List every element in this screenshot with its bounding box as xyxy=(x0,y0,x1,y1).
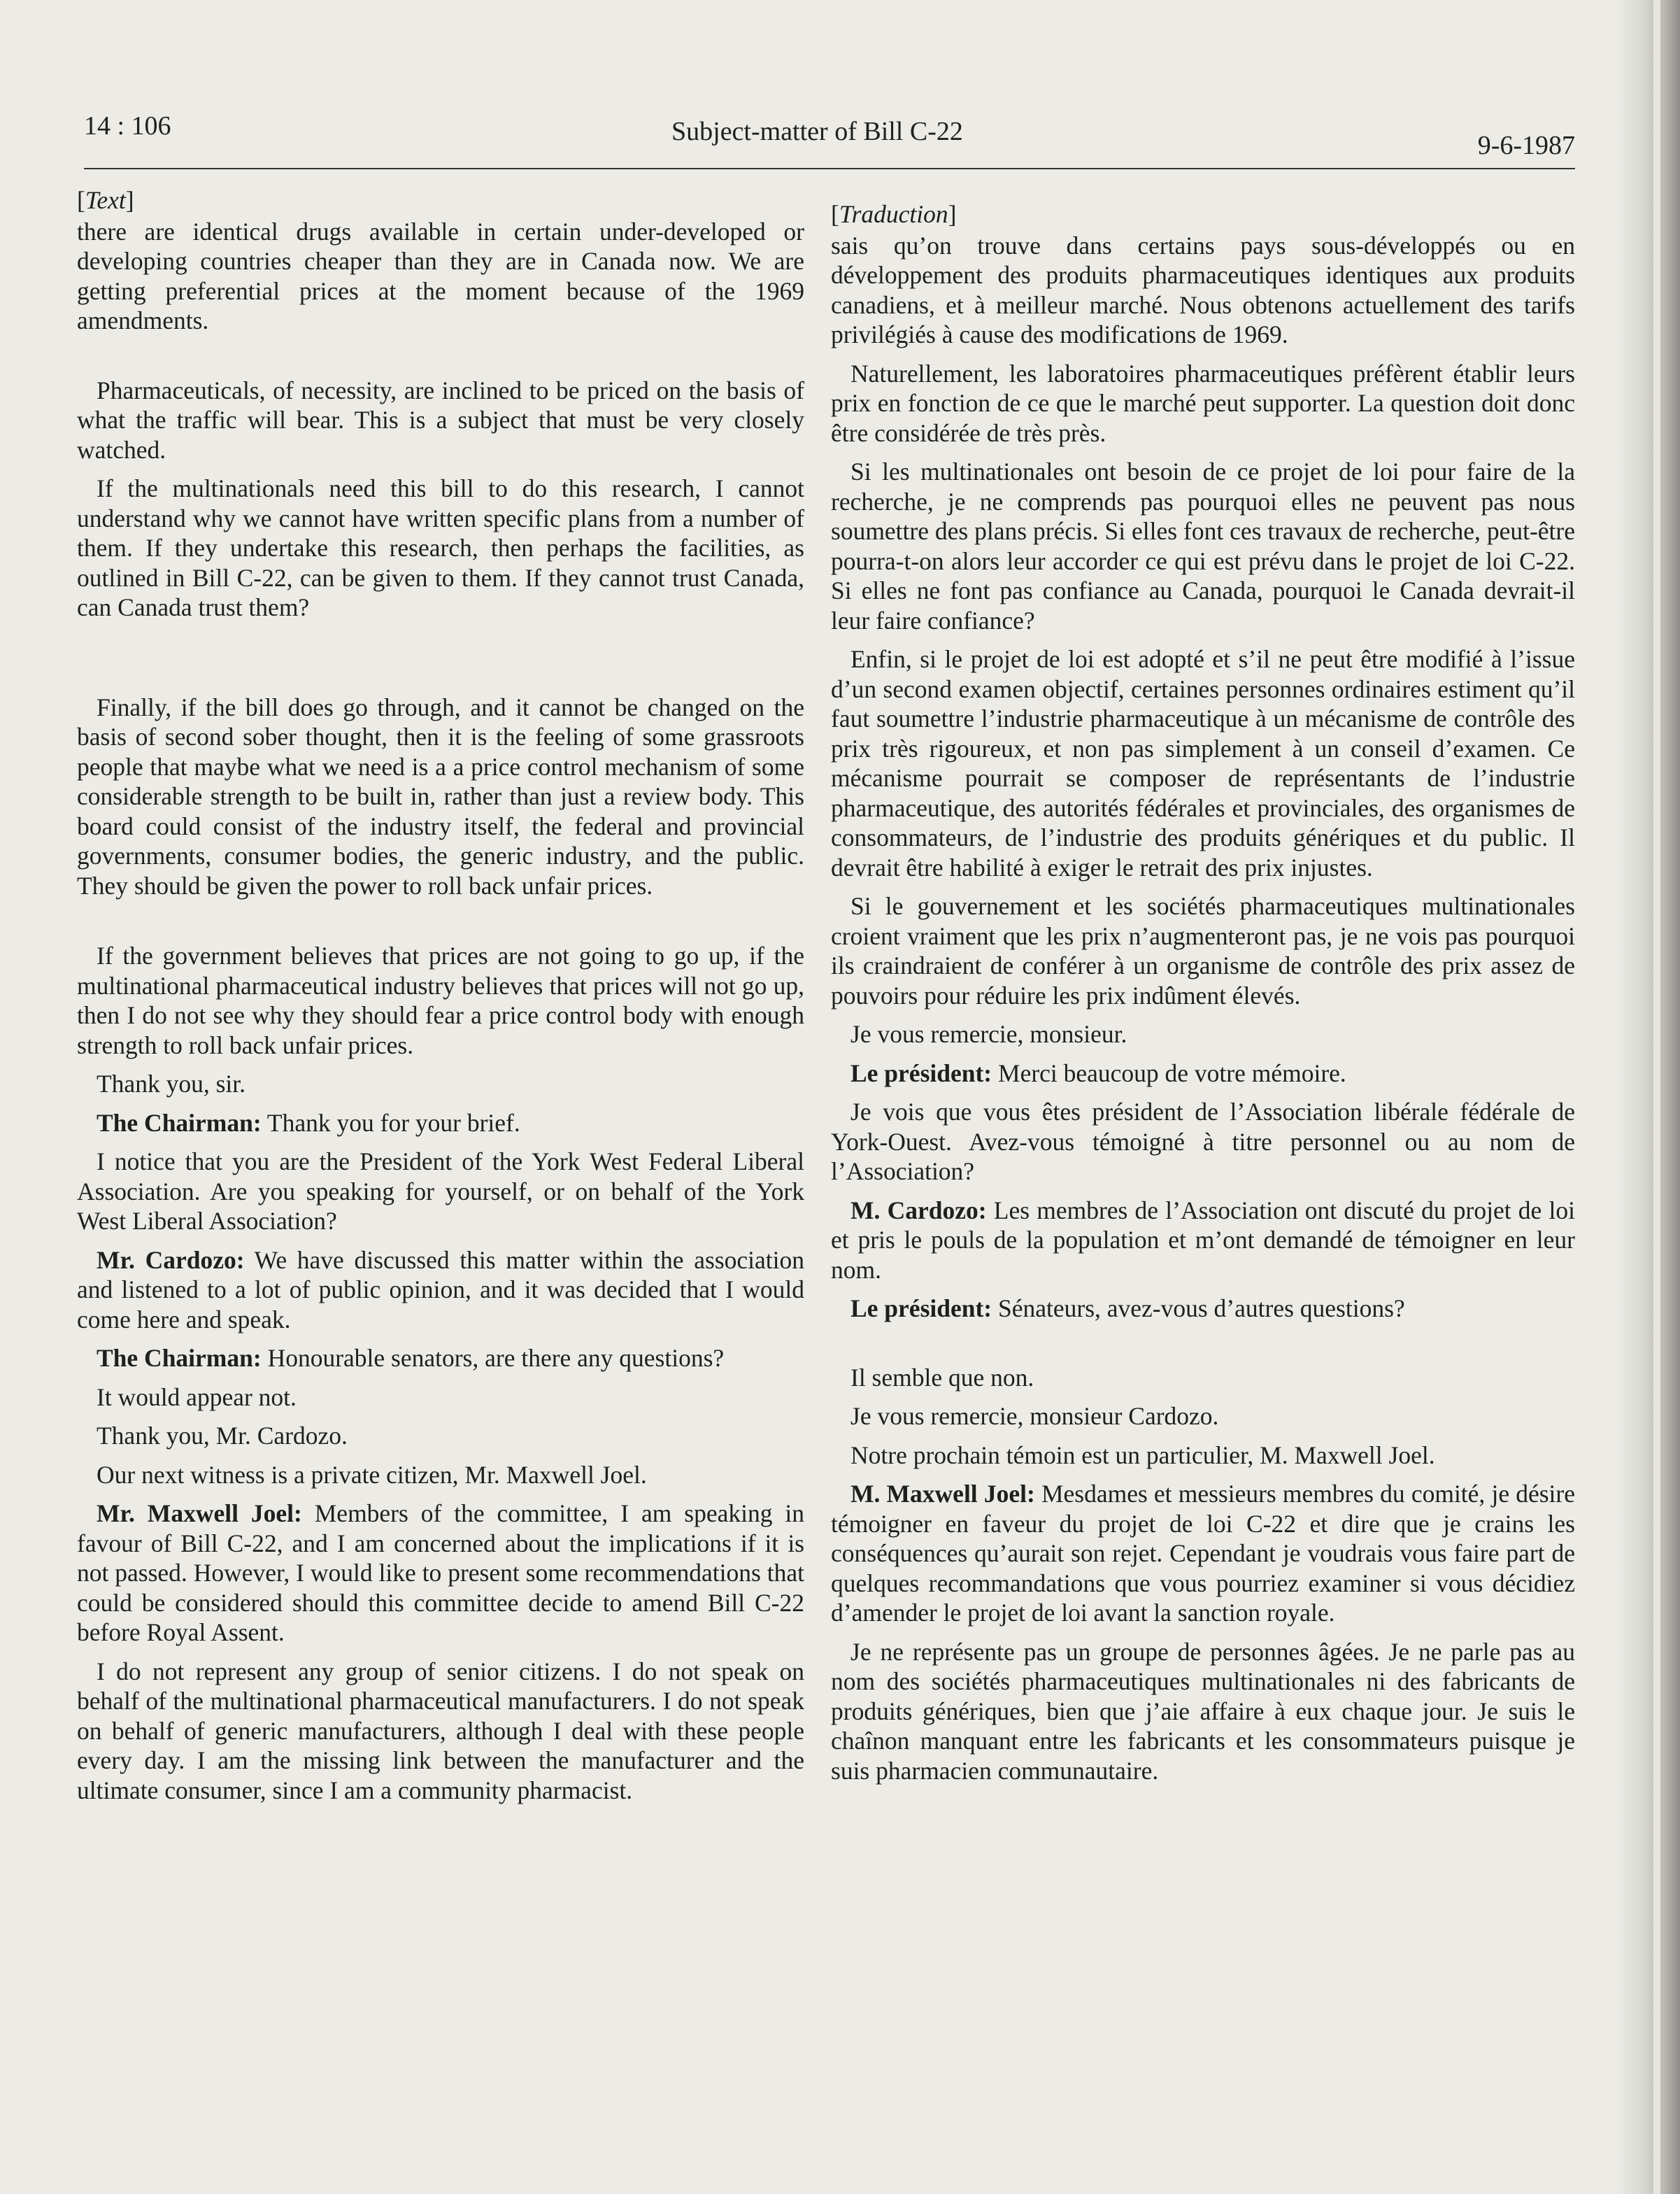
paragraph: Thank you, Mr. Cardozo. xyxy=(97,1422,348,1450)
speaker-name: The Chairman: xyxy=(97,1108,262,1137)
speaker-name: Le président: xyxy=(850,1059,992,1087)
paragraph: Pharmaceuticals, of necessity, are inclined to be priced on the basis of what the traffic will bear. This is a subject that must be very closely watched. xyxy=(77,376,804,464)
paragraph: I notice that you are the President of the York West Federal Liberal Association. Are you speaking for yourself, or on behalf of the York West Liberal Association? xyxy=(77,1147,804,1235)
page-number: 14 : 106 xyxy=(84,111,171,141)
speaker-paragraph xyxy=(77,1108,804,1138)
speaker-paragraph xyxy=(77,1245,804,1335)
speaker-paragraph xyxy=(831,1479,1575,1628)
speaker-name: M. Cardozo: xyxy=(850,1196,987,1224)
paragraph: Notre prochain témoin est un particulier, M. Maxwell Joel. xyxy=(850,1441,1435,1469)
paragraph: Il semble que non. xyxy=(850,1363,1034,1392)
paragraph: Je vous remercie, monsieur Cardozo. xyxy=(850,1402,1219,1430)
english-column xyxy=(77,185,804,1805)
paragraph: If the multinationals need this bill to do this research, I cannot understand why we cannot have written specific plans from a number of them. If they undertake this research, then perhaps the facilities, as outlined in Bill C-22, can be given to them. If they cannot trust Canada, can Canada trust them? xyxy=(77,474,804,621)
paragraph: Enfin, si le projet de loi est adopté et s’il ne peut être modifié à l’issue d’un second examen objectif, certaines personnes ordinaires estiment qu’il faut soumettre l’industrie pharmaceutique à un mécanisme de contrôle des prix très rigoureux, et non pas simplement à un conseil d’examen. Ce mécanisme pourrait se composer de représentants de l’industrie pharmaceutique, des autorités fédérales et provinciales, des organismes de consommateurs, de l’industrie des produits génériques et du public. Il devrait être habilité à exiger le retrait des prix injustes. xyxy=(831,645,1575,882)
paragraph: Je vous remercie, monsieur. xyxy=(850,1020,1127,1048)
paragraph: Our next witness is a private citizen, Mr. Maxwell Joel. xyxy=(97,1460,647,1489)
speaker-paragraph xyxy=(77,1343,804,1373)
column-tag-label: Text xyxy=(85,186,126,214)
paragraph: Si le gouvernement et les sociétés pharmaceutiques multinationales croient vraiment que les prix n’augmenteront pas, je ne vois pas pourquoi ils craindraient de conférer à un organisme de contrôle des prix assez de pouvoirs pour réduire les prix indûment élevés. xyxy=(831,892,1575,1010)
column-tag: [Traduction] xyxy=(831,200,957,228)
page-binding-shadow xyxy=(1617,0,1680,2194)
paragraph: Je ne représente pas un groupe de personnes âgées. Je ne parle pas au nom des sociétés pharmaceutiques multinationales ni des fabricants de produits génériques, bien que j’aie affaire à eux chaque jour. Je suis le chaînon manquant entre les fabricants et les consommateurs puisque je suis pharmacien communautaire. xyxy=(831,1637,1575,1785)
speech-text: Les membres de l’Association ont discuté du projet de loi et pris le pouls de la population et m’ont demandé de témoigner en leur nom. xyxy=(831,1196,1575,1284)
speaker-paragraph xyxy=(831,1294,1575,1324)
speech-text: Members of the committee, I am speaking in favour of Bill C-22, and I am concerned about the implications if it is not passed. However, I would like to present some recommendations that could be considered should this committee decide to amend Bill C-22 before Royal Assent. xyxy=(77,1499,804,1646)
paragraph: sais qu’on trouve dans certains pays sous-développés ou en développement des produits pharmaceutiques identiques aux produits canadiens, et à meilleur marché. Nous obtenons actuellement des tarifs privilégiés à cause des modifications de 1969. xyxy=(831,231,1575,348)
paragraph: Si les multinationales ont besoin de ce projet de loi pour faire de la recherche, je ne comprends pas pourquoi elles ne peuvent pas nous soumettre des plans précis. Si elles font ces travaux de recherche, peut-être pourra-t-on alors leur accorder ce qui est prévu dans le projet de loi C-22. Si elles ne font pas confiance au Canada, pourquoi le Canada devrait-il leur faire confiance? xyxy=(831,458,1575,635)
speech-text: Sénateurs, avez-vous d’autres questions? xyxy=(992,1294,1405,1322)
speaker-paragraph xyxy=(831,1059,1575,1089)
page-date: 9-6-1987 xyxy=(1477,131,1575,160)
paragraph: Je vois que vous êtes président de l’Association libérale fédérale de York-Ouest. Avez-vous témoigné à titre personnel ou au nom de l’Association? xyxy=(831,1098,1575,1185)
paragraph: there are identical drugs available in certain under-developed or developing countries cheaper than they are in Canada now. We are getting preferential prices at the moment because of the 1969 amendments. xyxy=(77,217,804,334)
paragraph: I do not represent any group of senior citizens. I do not speak on behalf of the multinational pharmaceutical manufacturers. I do not speak on behalf of generic manufacturers, although I deal with these people every day. I am the missing link between the manufacturer and the ultimate consumer, since I am a community pharmacist. xyxy=(77,1657,804,1804)
speaker-name: M. Maxwell Joel: xyxy=(850,1480,1035,1508)
running-title: Subject-matter of Bill C-22 xyxy=(671,117,963,146)
speech-text: Thank you for your brief. xyxy=(261,1108,520,1137)
paragraph: Naturellement, les laboratoires pharmaceutiques préfèrent établir leurs prix en fonction de ce que le marché peut supporter. La question doit donc être considérée de très près. xyxy=(831,359,1575,447)
speaker-name: Le président: xyxy=(850,1294,992,1322)
speaker-name: Mr. Maxwell Joel: xyxy=(97,1499,302,1527)
speaker-paragraph xyxy=(77,1499,804,1648)
header-rule xyxy=(84,168,1575,169)
paragraph: Finally, if the bill does go through, and it cannot be changed on the basis of second sober thought, then it is the feeling of some grassroots people that maybe what we need is a a price control mechanism of some considerable strength to be built in, rather than just a review body. This board could consist of the industry itself, the federal and provincial governments, consumer bodies, the generic industry, and the public. They should be given the power to roll back unfair prices. xyxy=(77,693,804,900)
speaker-name: Mr. Cardozo: xyxy=(97,1245,245,1274)
speaker-paragraph xyxy=(831,1196,1575,1285)
page-header xyxy=(84,111,1575,167)
speech-text: Mesdames et messieurs membres du comité, je désire témoigner en faveur du projet de loi C-22 et dire que je crains les conséquences qu’aurait son rejet. Cependant je voudrais vous faire part de quelques recommandations que vous pourriez examiner si vous décidiez d’amender le projet de loi avant la sanction royale. xyxy=(831,1480,1575,1627)
speech-text: Honourable senators, are there any questions? xyxy=(261,1344,725,1372)
speech-text: We have discussed this matter within the association and listened to a lot of public opinion, and it was decided that I would come here and speak. xyxy=(77,1245,804,1333)
paragraph: If the government believes that prices are not going to go up, if the multinational pharmaceutical industry believes that prices will not go up, then I do not see why they should fear a price control body with enough strength to roll back unfair prices. xyxy=(77,942,804,1059)
column-tag: [Text] xyxy=(77,186,134,214)
paragraph: Thank you, sir. xyxy=(97,1070,245,1098)
page-edge-highlight xyxy=(1653,0,1660,2194)
column-tag-label: Traduction xyxy=(839,200,948,228)
paragraph: It would appear not. xyxy=(97,1382,297,1411)
french-column xyxy=(831,199,1575,1785)
speech-text: Merci beaucoup de votre mémoire. xyxy=(992,1059,1346,1087)
speaker-name: The Chairman: xyxy=(97,1344,262,1372)
